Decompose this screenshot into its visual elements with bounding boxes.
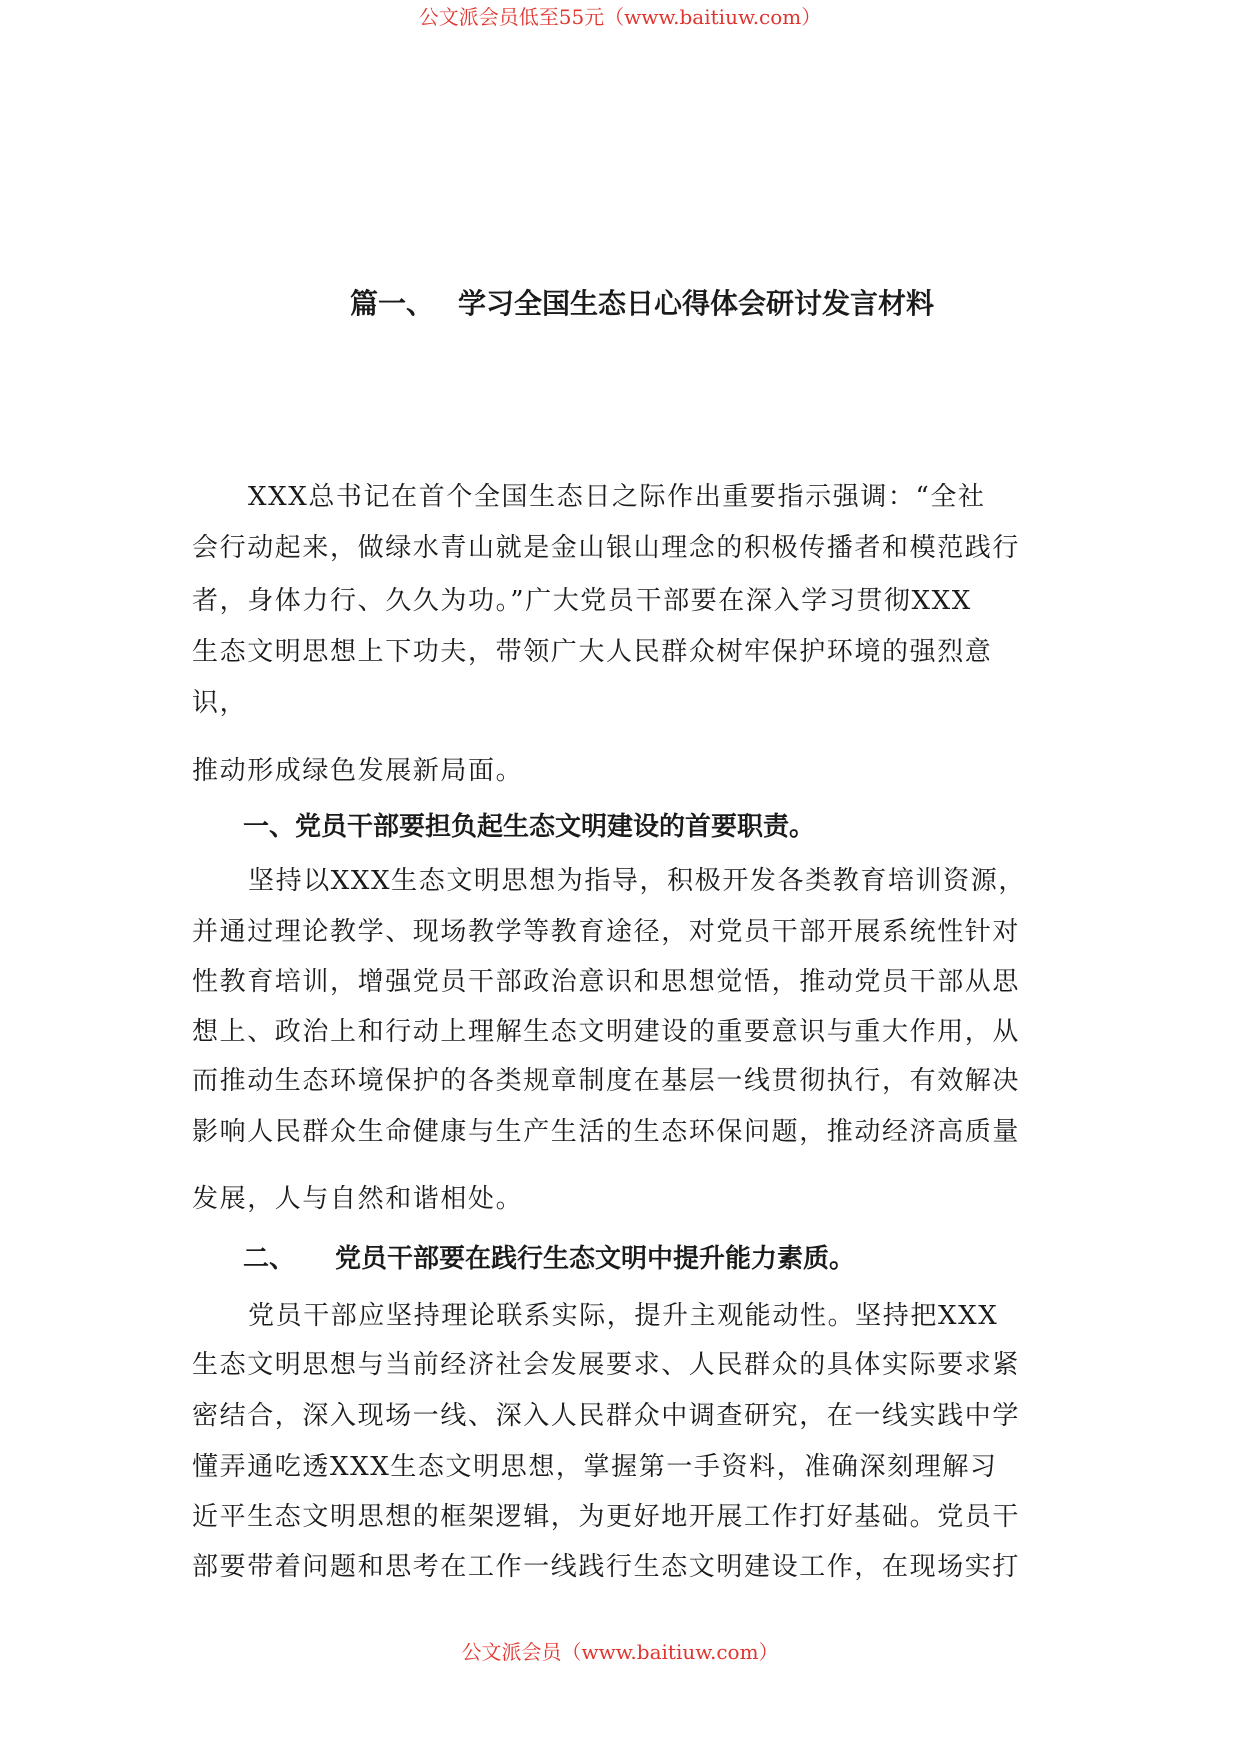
paragraph-line: 党员干部应坚持理论联系实际，提升主观能动性。坚持把XXX bbox=[248, 1301, 999, 1331]
paragraph-line: 密结合，深入现场一线、深入人民群众中调查研究，在一线实践中学 bbox=[192, 1401, 1021, 1431]
paragraph-line: 想上、政治上和行动上理解生态文明建设的重要意识与重大作用，从 bbox=[192, 1017, 1021, 1047]
paragraph-line: XXX总书记在首个全国生态日之际作出重要指示强调：“全社 bbox=[248, 482, 986, 512]
header-watermark: 公文派会员低至55元（www.baitiuw.com） bbox=[418, 5, 822, 29]
paragraph-line: 影响人民群众生命健康与生产生活的生态环保问题，推动经济高质量 bbox=[192, 1117, 1021, 1147]
section-heading-2 bbox=[243, 1242, 855, 1276]
paragraph-line: 生态文明思想上下功夫，带领广大人民群众树牢保护环境的强烈意 bbox=[192, 637, 993, 667]
paragraph-line: 而推动生态环境保护的各类规章制度在基层一线贯彻执行，有效解决 bbox=[192, 1066, 1021, 1096]
paragraph-line: 识， bbox=[192, 688, 248, 718]
section-heading-number: 二、 bbox=[243, 1244, 296, 1274]
paragraph-line: 近平生态文明思想的框架逻辑，为更好地开展工作打好基础。党员干 bbox=[192, 1502, 1021, 1532]
section-heading-1: 一、党员干部要担负起生态文明建设的首要职责。 bbox=[243, 812, 816, 842]
section-heading-text: 党员干部要在践行生态文明中提升能力素质。 bbox=[335, 1244, 856, 1274]
paragraph-line: 性教育培训，增强党员干部政治意识和思想觉悟，推动党员干部从思 bbox=[192, 967, 1021, 997]
paragraph-line: 生态文明思想与当前经济社会发展要求、人民群众的具体实际要求紧 bbox=[192, 1350, 1021, 1380]
paragraph-line: 懂弄通吃透XXX生态文明思想，掌握第一手资料，准确深刻理解习 bbox=[192, 1452, 998, 1482]
paragraph-line: 部要带着问题和思考在工作一线践行生态文明建设工作，在现场实打 bbox=[192, 1552, 1021, 1582]
paragraph-line: 发展，人与自然和谐相处。 bbox=[192, 1184, 524, 1214]
paragraph-line: 会行动起来，做绿水青山就是金山银山理念的积极传播者和模范践行 bbox=[192, 533, 1021, 563]
document-title bbox=[350, 286, 934, 322]
title-prefix: 篇一、 bbox=[350, 287, 435, 320]
paragraph-line: 推动形成绿色发展新局面。 bbox=[192, 756, 524, 786]
title-text: 学习全国生态日心得体会研讨发言材料 bbox=[458, 287, 935, 320]
paragraph-line: 坚持以XXX生态文明思想为指导，积极开发各类教育培训资源， bbox=[248, 866, 1026, 896]
paragraph-line: 并通过理论教学、现场教学等教育途径，对党员干部开展系统性针对 bbox=[192, 917, 1021, 947]
footer-watermark: 公文派会员（www.baitiuw.com） bbox=[461, 1640, 779, 1664]
paragraph-line: 者，身体力行、久久为功。”广大党员干部要在深入学习贯彻XXX bbox=[192, 586, 972, 616]
